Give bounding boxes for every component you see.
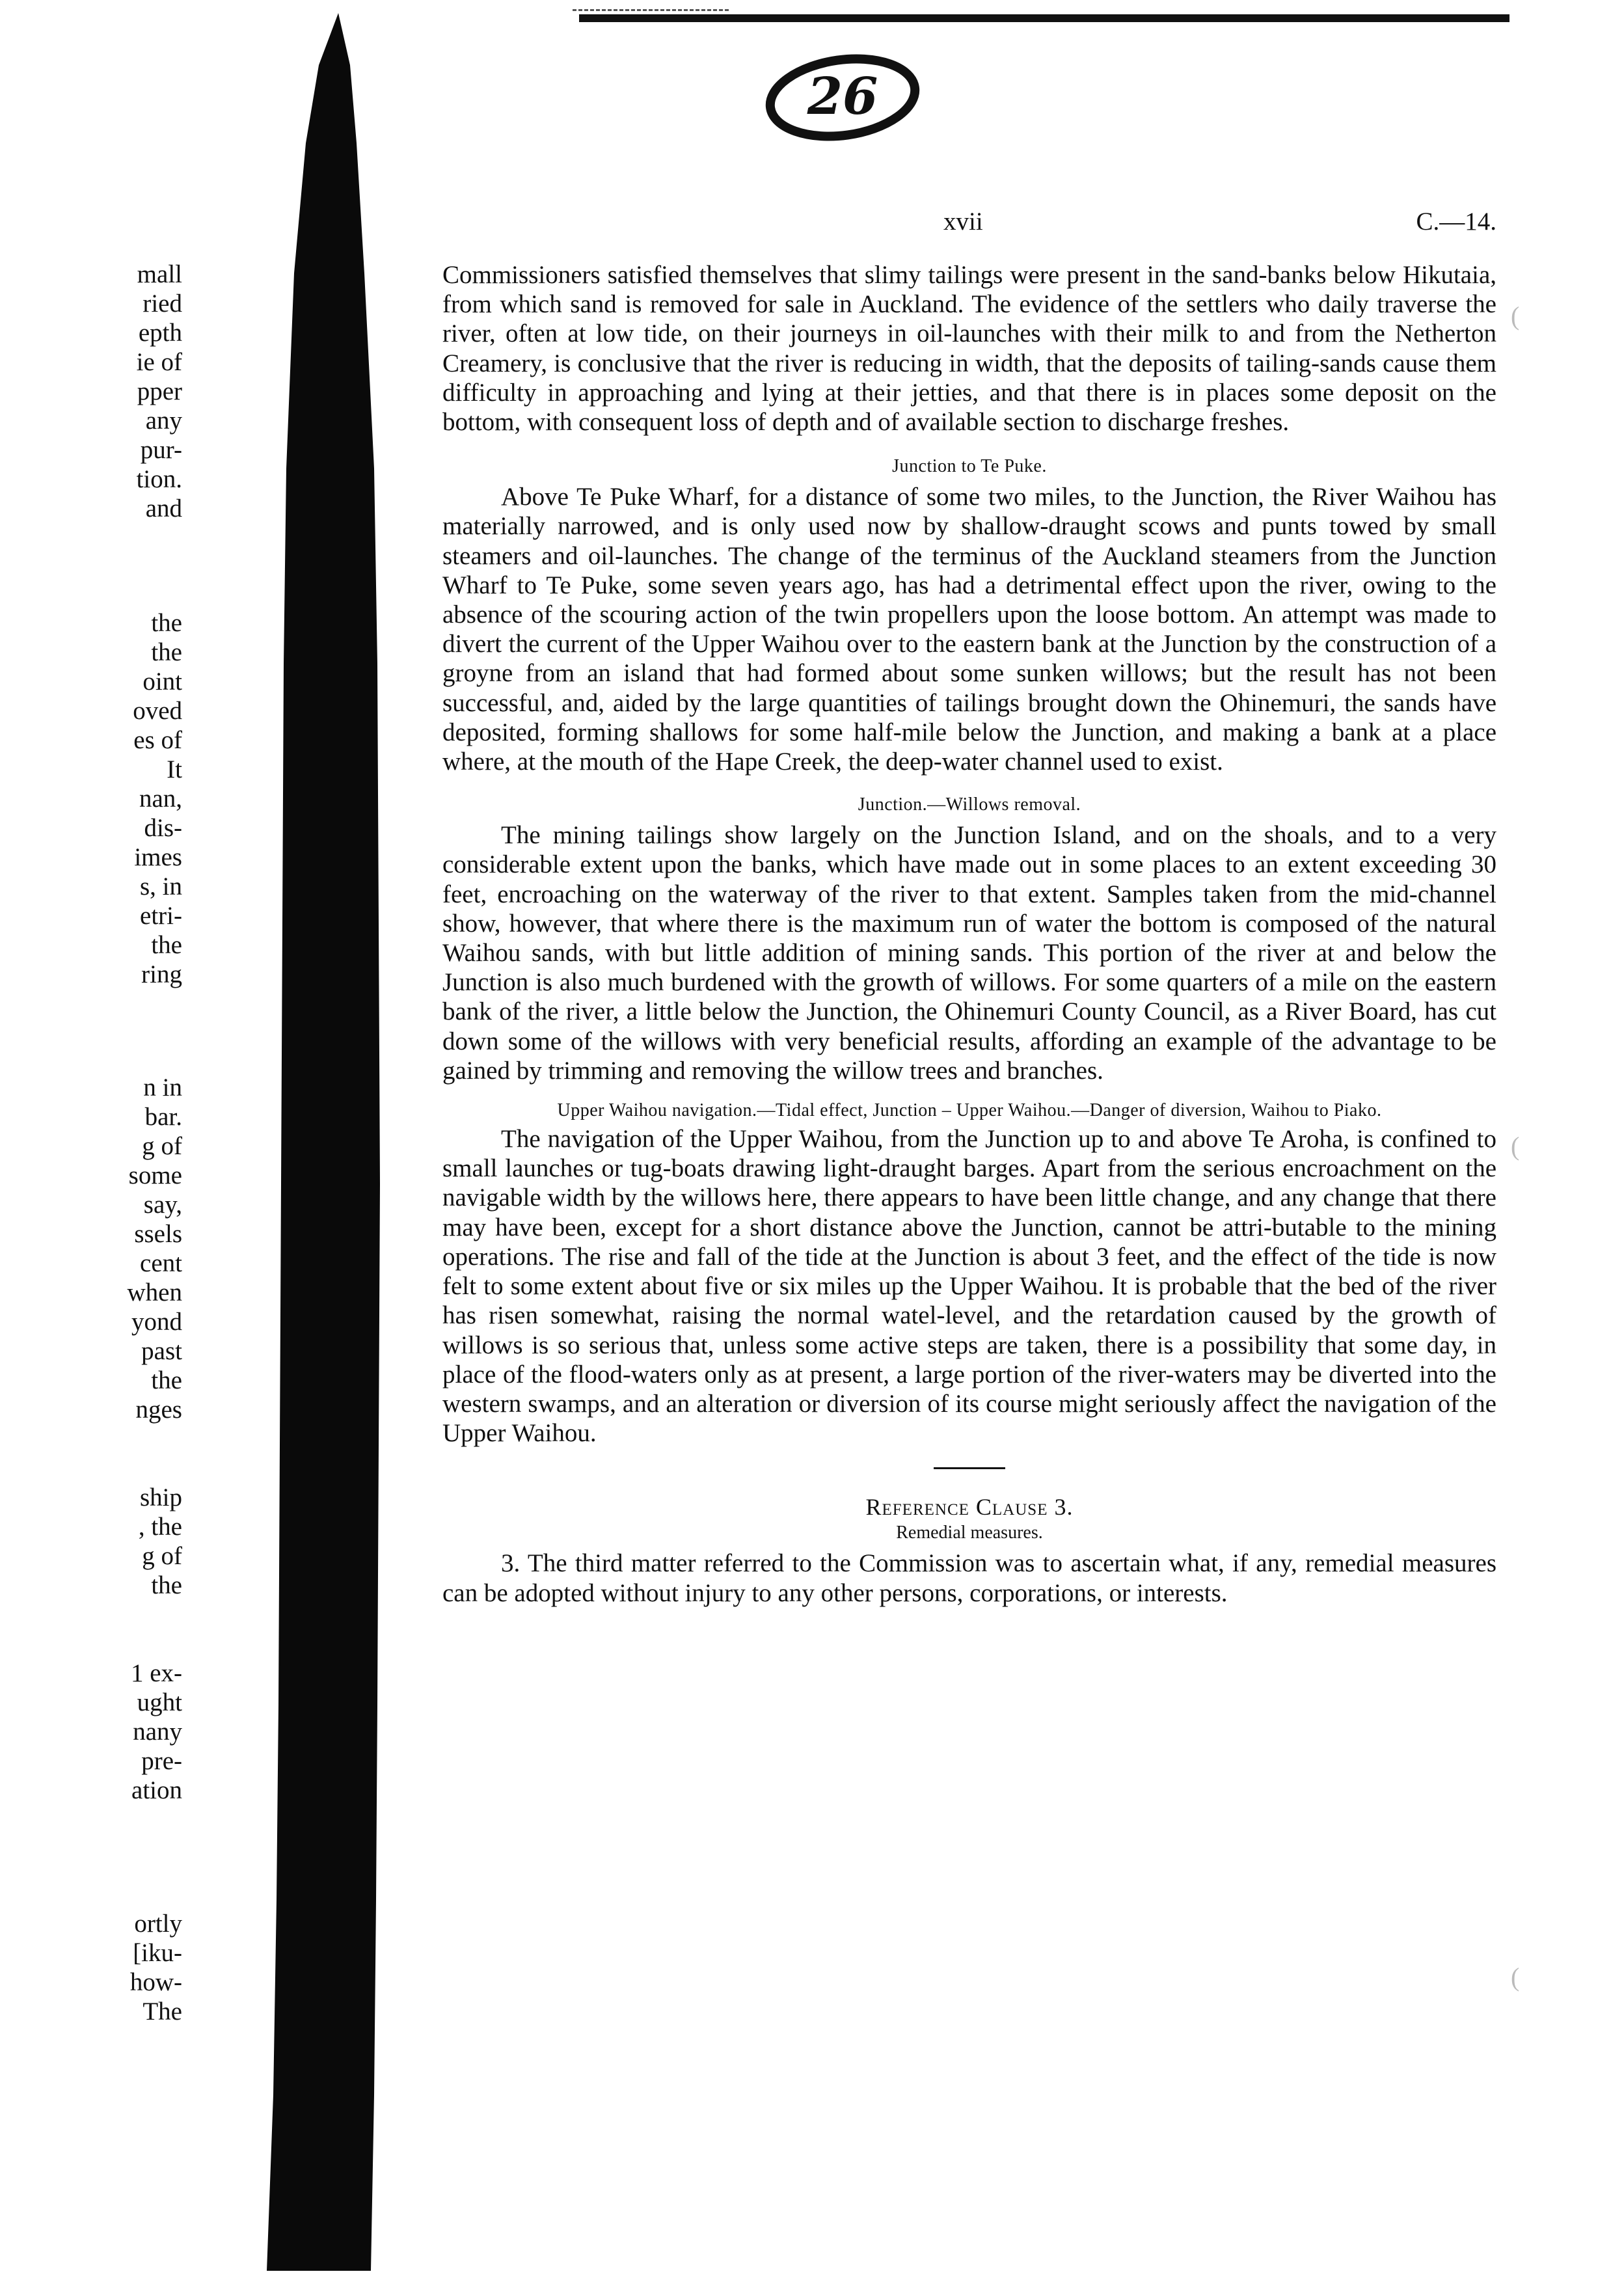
fragment-line: ortly — [134, 1910, 182, 1938]
fragment-line: tion. — [136, 465, 182, 493]
junction-paragraph: Above Te Puke Wharf, for a distance of some two miles, to the Junction, the River Waihou has materially narrowed, and is only used now by shallow-draught scows and punts towed by small steamers and oil-launches. The change of the terminus of the Auckland steamers from the Junction Wharf to Te Puke, some seven years ago, has had a detrimental effect upon the river, owing to the absence of the scouring action of the twin propellers upon the loose bottom. An attempt was made to divert the current of the Upper Waihou over to the eastern bank at the Junction by the construction of a groyne from an island that had formed about some sunken willows; but the result has not been successful, and, aided by the large quantities of tailings brought down the Ohinemuri, the sands have deposited, forming shallows for some half-mile below the Junction, and making a bank at a place where, at the mouth of the Hape Creek, the deep-water channel used to exist. — [442, 483, 1496, 776]
main-text-column — [442, 260, 1496, 1608]
fragment-line: imes — [134, 843, 182, 871]
margin-mark: ( — [1511, 1962, 1520, 1992]
section-heading-willows: Junction.—Willows removal. — [858, 794, 1081, 815]
fragment-line: ught — [137, 1688, 182, 1716]
section-divider — [934, 1467, 1005, 1469]
fragment-line: yond — [131, 1308, 182, 1336]
handwritten-page-stamp — [761, 49, 924, 146]
clause-paragraph: 3. The third matter referred to the Commission was to ascertain what, if any, remedial measures can be adopted without injury to any other persons, corporations, or interests. — [442, 1549, 1496, 1607]
intro-paragraph: Commissioners satisfied themselves that slimy tailings were present in the sand-banks below Hikutaia, from which sand is removed for sale in Auckland. The evidence of the settlers who daily traverse the river, often at low tide, on their journeys in oil-launches with their milk to and from the Netherton Creamery, is conclusive that the river is reducing in width, that the deposits of tailing-sands cause them difficulty in approaching and lying at their jetties, and that there is in places some deposit on the bottom, with consequent loss of depth and of available section to discharge freshes. — [442, 261, 1496, 437]
section-heading-upper-waihou: Upper Waihou navigation.—Tidal effect, Junction – Upper Waihou.—Danger of diversion, Waihou to Piako. — [557, 1100, 1382, 1121]
fragment-line: the — [151, 609, 182, 637]
page-number: xvii — [943, 208, 983, 236]
fragment-line: cent — [140, 1249, 182, 1277]
fragment-line: how- — [129, 1968, 182, 1996]
fragment-line: ssels — [134, 1220, 182, 1248]
fragment-line: g of — [142, 1132, 182, 1160]
running-header — [442, 207, 1496, 237]
fragment-line: n in — [143, 1074, 182, 1102]
fragment-line: the — [151, 931, 182, 959]
fragment-line: bar. — [144, 1103, 182, 1131]
clause-subtitle: Remedial measures. — [896, 1523, 1043, 1543]
fragment-line: It — [167, 755, 182, 783]
fragment-line: pre- — [141, 1747, 182, 1775]
fragment-line: mall — [137, 260, 182, 288]
scan-binding-shadow — [241, 13, 403, 2271]
fragment-line: the — [151, 1366, 182, 1394]
fragment-line: ship — [139, 1483, 182, 1511]
fragment-line: g of — [142, 1542, 182, 1570]
fragment-line: nan, — [139, 785, 182, 813]
report-code: C.—14. — [1416, 208, 1496, 236]
fragment-line: oint — [142, 668, 182, 696]
stamp-number: 26 — [807, 67, 878, 126]
fragment-line: nges — [135, 1396, 182, 1424]
fragment-line: oved — [133, 697, 182, 725]
fragment-line: The — [142, 1998, 182, 2025]
fragment-line: nany — [133, 1718, 182, 1746]
fragment-line: when — [127, 1279, 182, 1307]
fragment-line: dis- — [144, 814, 182, 842]
fragment-line: any — [145, 407, 182, 435]
top-dashed-rule — [573, 9, 729, 11]
fragment-line: ring — [141, 960, 182, 988]
fragment-line: s, in — [139, 873, 182, 901]
fragment-line: and — [145, 494, 182, 522]
fragment-line: ie of — [136, 348, 182, 376]
top-rule — [579, 14, 1509, 22]
fragment-line: pur- — [140, 436, 182, 464]
margin-mark: ( — [1511, 1131, 1520, 1161]
fragment-line: the — [151, 1571, 182, 1599]
fragment-line: , the — [138, 1513, 182, 1541]
fragment-line: say, — [143, 1191, 182, 1219]
fragment-line: 1 ex- — [130, 1659, 182, 1687]
fragment-line: ried — [142, 290, 182, 318]
fragment-line: past — [141, 1337, 182, 1365]
fragment-line: some — [128, 1161, 182, 1189]
clause-title: Reference Clause 3. — [865, 1494, 1074, 1521]
willows-paragraph: The mining tailings show largely on the Junction Island, and on the shoals, and to a very considerable extent upon the banks, which have made out in some places to an extent exceeding 30 feet, encroaching on the waterway of the river to that extent. Samples taken from the mid-channel show, however, that where there is the maximum run of water the bottom is composed of the natural Waihou sands, with but little addition of mining sands. This portion of the river at and below the Junction is also much burdened with the growth of willows. For some quarters of a mile on the eastern bank of the river, a little below the Junction, the Ohinemuri County Council, as a River Board, has cut down some of the willows with very beneficial results, affording an example of the advantage to be gained by trimming and removing the willow trees and branches. — [442, 821, 1496, 1085]
fragment-line: es of — [133, 726, 182, 754]
fragment-line: etri- — [140, 902, 182, 930]
margin-mark: ( — [1511, 301, 1520, 331]
fragment-line: the — [151, 638, 182, 666]
fragment-line: ation — [131, 1776, 182, 1804]
adjacent-page-fragments — [98, 0, 182, 2276]
fragment-line: [iku- — [133, 1939, 182, 1967]
fragment-line: pper — [137, 377, 182, 405]
fragment-line: epth — [138, 319, 182, 347]
upper-waihou-paragraph: The navigation of the Upper Waihou, from the Junction up to and above Te Aroha, is confined to small launches or tug-boats drawing light-draught barges. Apart from the serious encroachment on the navigable width by the willows here, there appears to have been little change, and any change that there may have been, except for a short distance above the Junction, cannot be attri-butable to the mining operations. The rise and fall of the tide at the Junction is about 3 feet, and the effect of the tide is now felt to some extent about five or six miles up the Upper Waihou. It is probable that the bed of the river has risen somewhat, raising the normal watel-level, and the retardation caused by the growth of willows is so serious that, unless some active steps are taken, there is a possibility that some day, in place of the flood-waters only as at present, a large portion of the river-waters may be diverted into the western swamps, and an alteration or diversion of its course might seriously affect the navigation of the Upper Waihou. — [442, 1125, 1496, 1448]
section-heading-junction: Junction to Te Puke. — [892, 456, 1047, 477]
